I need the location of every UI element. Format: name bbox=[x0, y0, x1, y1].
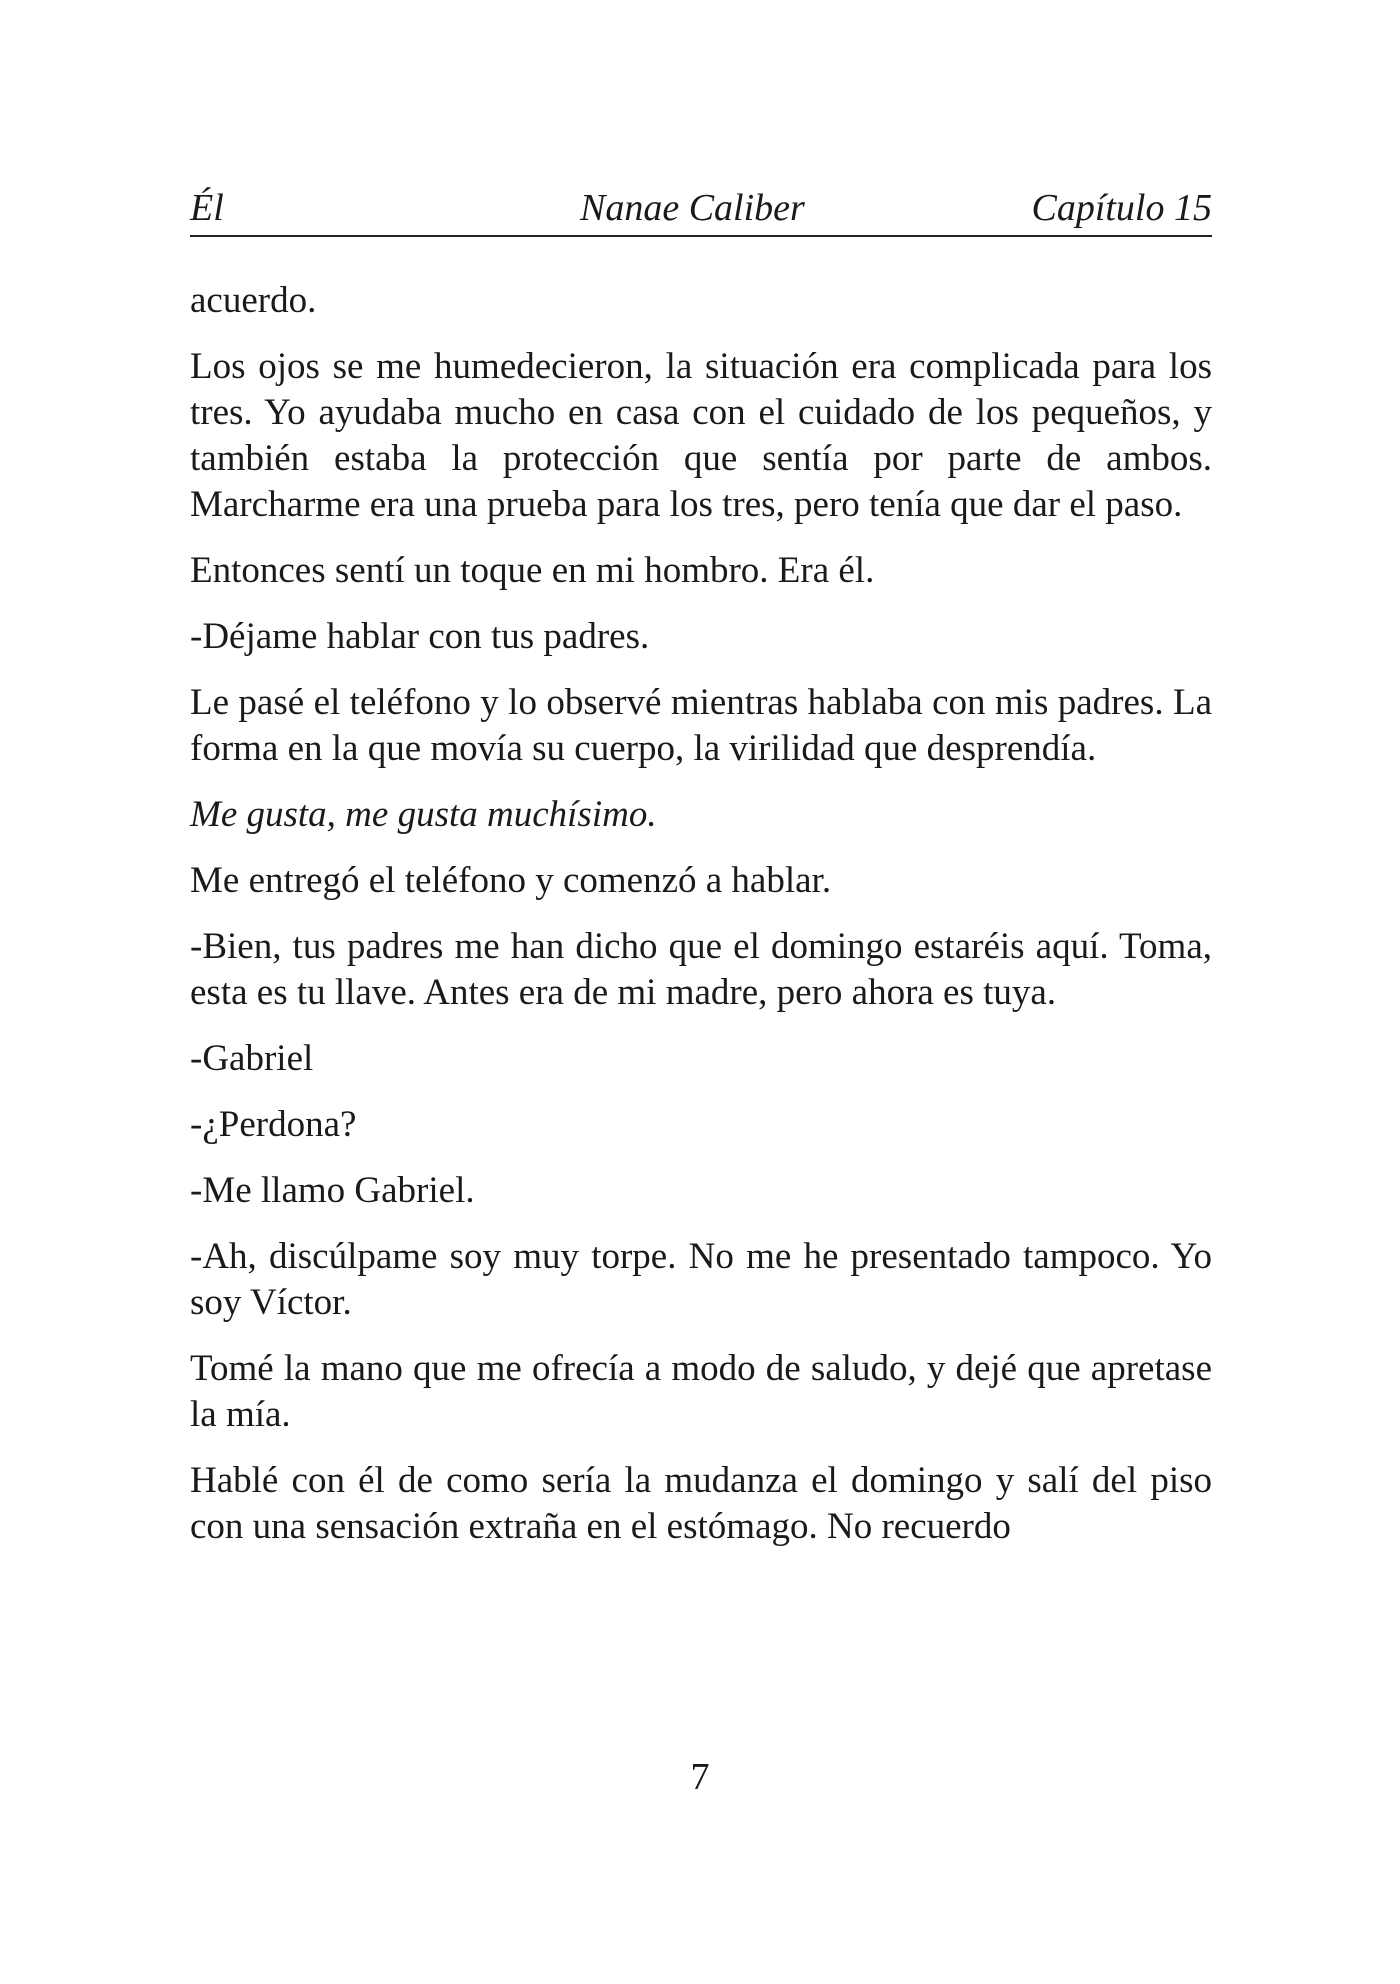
body-text bbox=[190, 278, 1212, 1570]
header-chapter: Capítulo 15 bbox=[1031, 187, 1212, 229]
paragraph-italic-thought: Me gusta, me gusta muchísimo. bbox=[190, 794, 657, 835]
paragraph: -Me llamo Gabriel. bbox=[190, 1170, 475, 1211]
paragraph: acuerdo. bbox=[190, 280, 317, 321]
page-number: 7 bbox=[690, 1756, 710, 1798]
paragraph: -¿Perdona? bbox=[190, 1104, 357, 1145]
header-author: Nanae Caliber bbox=[580, 187, 805, 229]
paragraph: Me entregó el teléfono y comenzó a hablar. bbox=[190, 860, 832, 901]
paragraph: Hablé con él de como sería la mudanza el domingo y salí del piso con una sensación extraña en el estómago. No recuerdo bbox=[190, 1460, 1212, 1547]
paragraph: Entonces sentí un toque en mi hombro. Era él. bbox=[190, 550, 875, 591]
paragraph: -Gabriel bbox=[190, 1038, 314, 1079]
paragraph: Le pasé el teléfono y lo observé mientras hablaba con mis padres. La forma en la que movía su cuerpo, la virilidad que desprendía. bbox=[190, 682, 1212, 769]
paragraph: -Bien, tus padres me han dicho que el domingo estaréis aquí. Toma, esta es tu llave. Antes era de mi madre, pero ahora es tuya. bbox=[190, 926, 1212, 1013]
paragraph: Los ojos se me humedecieron, la situación era complicada para los tres. Yo ayudaba mucho en casa con el cuidado de los pequeños, y también estaba la protección que sentía por parte de ambos. Marcharme era una prueba para los tres, pero tenía que dar el paso. bbox=[190, 346, 1212, 525]
page-header bbox=[190, 185, 1212, 237]
header-title: Él bbox=[190, 187, 224, 229]
paragraph: -Ah, discúlpame soy muy torpe. No me he presentado tampoco. Yo soy Víctor. bbox=[190, 1236, 1212, 1323]
paragraph: -Déjame hablar con tus padres. bbox=[190, 616, 650, 657]
paragraph: Tomé la mano que me ofrecía a modo de saludo, y dejé que apretase la mía. bbox=[190, 1348, 1212, 1435]
